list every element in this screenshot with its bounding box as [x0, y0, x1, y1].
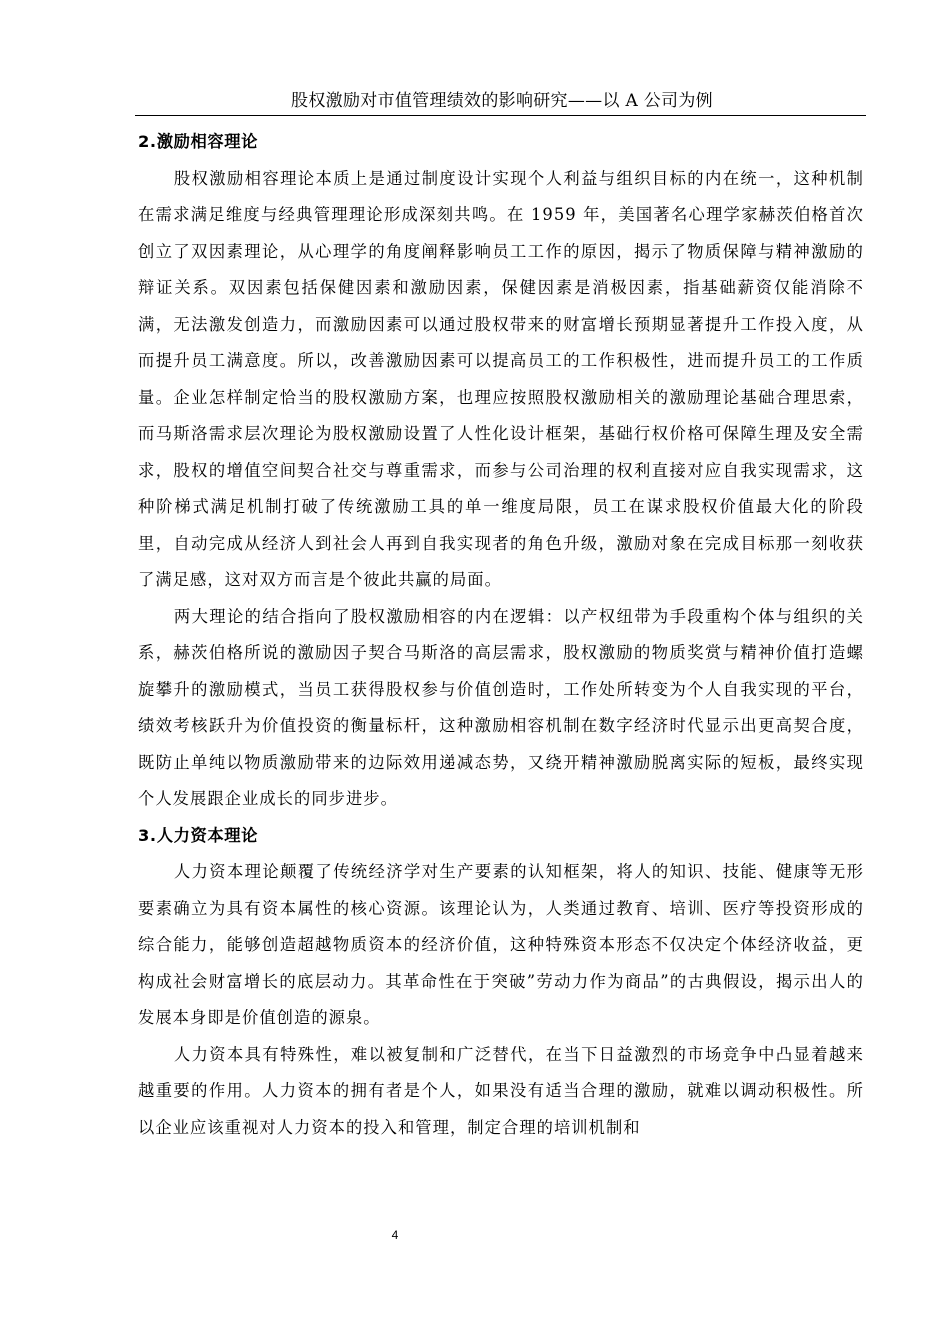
paragraph: 人力资本具有特殊性，难以被复制和广泛替代，在当下日益激烈的市场竞争中凸显着越来越重要的作用。人力资本的拥有者是个人，如果没有适当合理的激励，就难以调动积极性。所以企业应该重视对人力资本的投入和管理，制定合理的培训机制和: [138, 1044, 864, 1137]
section-human-capital: [138, 818, 864, 1147]
running-header-title: 股权激励对市值管理绩效的影响研究——以 A 公司为例: [291, 91, 713, 111]
paragraph: 股权激励相容理论本质上是通过制度设计实现个人利益与组织目标的内在统一，这种机制在需求满足维度与经典管理理论形成深刻共鸣。在 1959 年，美国著名心理学家赫茨伯格首次创立了双因素理论，从心理学的角度阐释影响员工工作的原因，揭示了物质保障与精神激励的辩证关系。双因素包括保健因素和激励因素，保健因素是消极因素，指基础薪资仅能消除不满，无法激发创造力，而激励因素可以通过股权带来的财富增长预期显著提升工作投入度，从而提升员工满意度。所以，改善激励因素可以提高员工的工作积极性，进而提升员工的工作质量。企业怎样制定恰当的股权激励方案，也理应按照股权激励相关的激励理论基础合理思索，而马斯洛需求层次理论为股权激励设置了人性化设计框架，基础行权价格可保障生理及安全需求，股权的增值空间契合社交与尊重需求，而参与公司治理的权利直接对应自我实现需求，这种阶梯式满足机制打破了传统激励工具的单一维度局限，员工在谋求股权价值最大化的阶段里，自动完成从经济人到社会人再到自我实现者的角色升级，激励对象在完成目标那一刻收获了满足感，这对双方而言是个彼此共赢的局面。: [138, 168, 864, 589]
paragraph: 两大理论的结合指向了股权激励相容的内在逻辑：以产权纽带为手段重构个体与组织的关系，赫茨伯格所说的激励因子契合马斯洛的高层需求，股权激励的物质奖赏与精神价值打造螺旋攀升的激励模式，当员工获得股权参与价值创造时，工作处所转变为个人自我实现的平台，绩效考核跃升为价值投资的衡量标杆，这种激励相容机制在数字经济时代显示出更高契合度，既防止单纯以物质激励带来的边际效用递减态势，又绕开精神激励脱离实际的短板，最终实现个人发展跟企业成长的同步进步。: [138, 606, 864, 808]
page-number: 4: [391, 1228, 399, 1242]
section-heading: 3.人力资本理论: [138, 825, 259, 845]
section-heading: 2.激励相容理论: [138, 132, 259, 151]
body-content: [138, 124, 864, 1146]
section-incentive-compatibility: [138, 124, 864, 818]
header-rule: [135, 115, 866, 116]
paragraph: 人力资本理论颠覆了传统经济学对生产要素的认知框架，将人的知识、技能、健康等无形要素确立为具有资本属性的核心资源。该理论认为，人类通过教育、培训、医疗等投资形成的综合能力，能够创造超越物质资本的经济价值，这种特殊资本形态不仅决定个体经济收益，更构成社会财富增长的底层动力。其革命性在于突破”劳动力作为商品”的古典假设，揭示出人的发展本身即是价值创造的源泉。: [138, 862, 864, 1027]
